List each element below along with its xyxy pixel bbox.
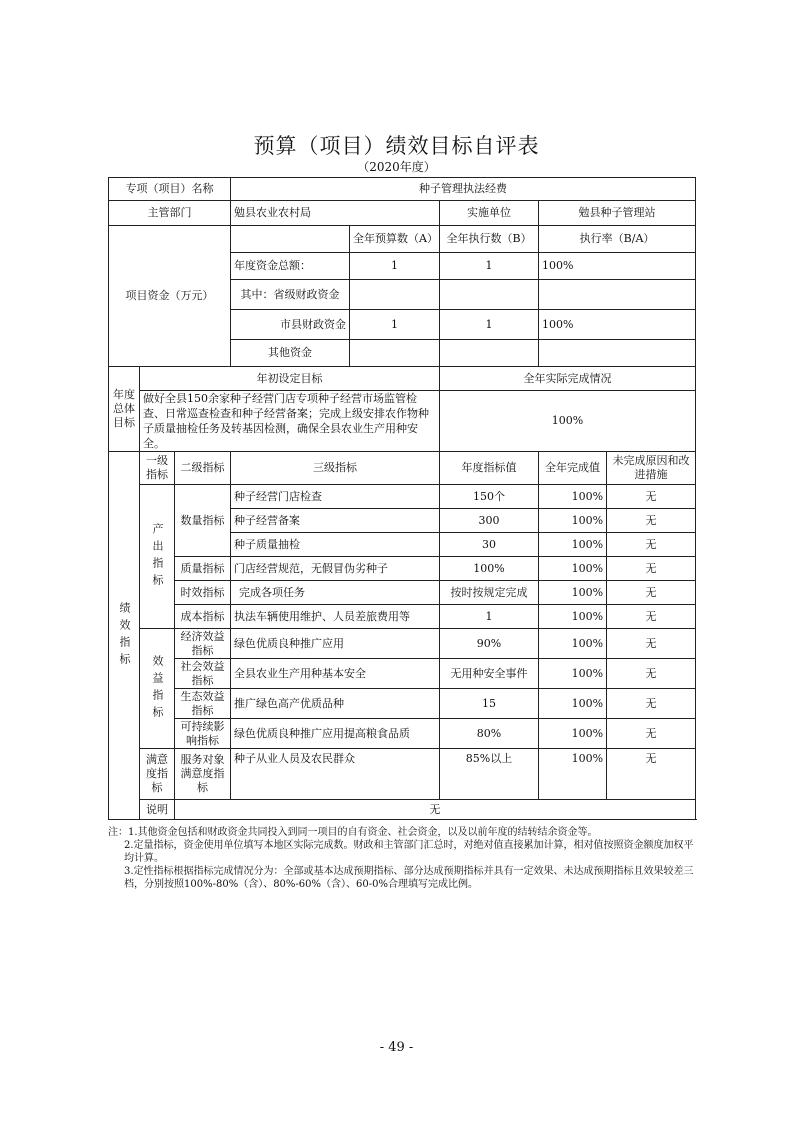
indicator-done: 100%	[539, 689, 607, 719]
indicator-done: 100%	[539, 659, 607, 689]
page-title: 预算（项目）绩效目标自评表	[253, 134, 540, 158]
footnotes	[108, 826, 698, 891]
funds-row-name: 市县财政资金	[231, 310, 350, 340]
indicator-done: 100%	[539, 749, 607, 800]
indicator-target: 100%	[440, 557, 539, 581]
indicator-reason: 无	[607, 533, 696, 557]
indicator-target: 30	[440, 533, 539, 557]
remark-value: 无	[175, 800, 696, 820]
indicator-reason: 无	[607, 509, 696, 533]
initial-goal-header: 年初设定目标	[140, 367, 440, 391]
funds-header-executed: 全年执行数（B）	[440, 226, 539, 253]
indicator-done: 100%	[539, 581, 607, 605]
indicator-name: 种子从业人员及农民群众	[231, 749, 440, 800]
header-reason: 未完成原因和改进措施	[607, 452, 696, 485]
funds-header-rate: 执行率（B/A）	[539, 226, 696, 253]
level2-ecological: 生态效益指标	[175, 689, 231, 719]
indicator-target: 15	[440, 689, 539, 719]
indicator-name: 执法车辆使用维护、人员差旅费用等	[231, 605, 440, 629]
funds-row-executed	[440, 280, 539, 310]
performance-indicators-label: 绩效指标	[109, 452, 140, 820]
indicator-reason: 无	[607, 485, 696, 509]
indicator-reason: 无	[607, 749, 696, 800]
indicator-target: 1	[440, 605, 539, 629]
actual-goal-text: 100%	[440, 391, 696, 452]
indicator-name: 绿色优质良种推广应用	[231, 629, 440, 659]
impl-unit-label: 实施单位	[440, 201, 539, 226]
remark-label: 说明	[140, 800, 175, 820]
level2-cost: 成本指标	[175, 605, 231, 629]
annual-goal-label: 年度总体目标	[109, 367, 140, 452]
project-name-value: 种子管理执法经费	[231, 178, 696, 201]
funds-row-executed: 1	[440, 310, 539, 340]
level2-sustainable: 可持续影响指标	[175, 719, 231, 749]
funds-row-budget	[350, 280, 440, 310]
actual-goal-header: 全年实际完成情况	[440, 367, 696, 391]
indicator-reason: 无	[607, 659, 696, 689]
funds-label: 项目资金（万元）	[109, 226, 231, 367]
level2-service-satisfaction: 服务对象满意度指标	[175, 749, 231, 800]
page-subtitle: （2020年度）	[357, 160, 436, 174]
funds-row-executed	[440, 340, 539, 367]
indicator-target: 300	[440, 509, 539, 533]
impl-unit-value: 勉县种子管理站	[539, 201, 696, 226]
header-level1: 一级指标	[140, 452, 175, 485]
funds-row-name: 其他资金	[231, 340, 350, 367]
level1-output: 产出指标	[140, 485, 175, 629]
indicator-name: 门店经营规范，无假冒伪劣种子	[231, 557, 440, 581]
funds-row-name: 年度资金总额：	[231, 253, 350, 280]
footnote-1: 注：1.其他资金包括和财政资金共同投入到同一项目的自有资金、社会资金，以及以前年度的结转结余资金等。	[108, 827, 598, 838]
header-done: 全年完成值	[539, 452, 607, 485]
funds-row-budget: 1	[350, 253, 440, 280]
level1-satisfaction: 满意度指标	[140, 749, 175, 800]
header-target: 年度指标值	[440, 452, 539, 485]
level2-economic: 经济效益指标	[175, 629, 231, 659]
funds-row-rate: 100%	[539, 310, 696, 340]
indicator-target: 按时按规定完成	[440, 581, 539, 605]
dept-label: 主管部门	[109, 201, 231, 226]
indicator-done: 100%	[539, 719, 607, 749]
indicator-target: 80%	[440, 719, 539, 749]
funds-header-blank	[231, 226, 350, 253]
funds-header-budget: 全年预算数（A）	[350, 226, 440, 253]
funds-row-name: 其中：省级财政资金	[231, 280, 350, 310]
initial-goal-text: 做好全县150余家种子经营门店专项种子经营市场监管检查、日常巡查检查和种子经营备案；完成上级安排农作物种子质量抽检任务及转基因检测，确保全县农业生产用种安全。	[140, 391, 440, 452]
indicator-name: 种子经营门店检查	[231, 485, 440, 509]
indicator-reason: 无	[607, 719, 696, 749]
evaluation-table	[108, 177, 696, 820]
indicator-target: 85%以上	[440, 749, 539, 800]
indicator-target: 无用种安全事件	[440, 659, 539, 689]
indicator-reason: 无	[607, 629, 696, 659]
indicator-reason: 无	[607, 557, 696, 581]
funds-row-rate	[539, 340, 696, 367]
indicator-target: 90%	[440, 629, 539, 659]
indicator-name: 全县农业生产用种基本安全	[231, 659, 440, 689]
indicator-name: 种子质量抽检	[231, 533, 440, 557]
dept-value: 勉县农业农村局	[231, 201, 440, 226]
header-level2: 二级指标	[175, 452, 231, 485]
indicator-done: 100%	[539, 485, 607, 509]
indicator-done: 100%	[539, 557, 607, 581]
indicator-done: 100%	[539, 509, 607, 533]
indicator-name: 种子经营备案	[231, 509, 440, 533]
level2-quality: 质量指标	[175, 557, 231, 581]
header-level3: 三级指标	[231, 452, 440, 485]
indicator-name: 完成各项任务	[231, 581, 440, 605]
indicator-name: 推广绿色高产优质品种	[231, 689, 440, 719]
indicator-done: 100%	[539, 629, 607, 659]
level2-social: 社会效益指标	[175, 659, 231, 689]
indicator-target: 150个	[440, 485, 539, 509]
level2-timeliness: 时效指标	[175, 581, 231, 605]
funds-row-executed: 1	[440, 253, 539, 280]
indicator-reason: 无	[607, 605, 696, 629]
footnote-3: 3.定性指标根据指标完成情况分为：全部或基本达成预期指标、部分达成预期指标并具有一定效果、未达成预期指标且效果较差三档，分别按照100%-80%（含）、80%-60%（含）、60-0%合理填写完成比例。	[124, 866, 694, 890]
funds-row-rate: 100%	[539, 253, 696, 280]
funds-row-budget	[350, 340, 440, 367]
indicator-done: 100%	[539, 533, 607, 557]
indicator-done: 100%	[539, 605, 607, 629]
level2-quantity: 数量指标	[175, 485, 231, 557]
indicator-name: 绿色优质良种推广应用提高粮食品质	[231, 719, 440, 749]
indicator-reason: 无	[607, 689, 696, 719]
footnote-2: 2.定量指标，资金使用单位填写本地区实际完成数。财政和主管部门汇总时，对绝对值直接累加计算，相对值按照资金额度加权平均计算。	[124, 840, 694, 864]
project-name-label: 专项（项目）名称	[109, 178, 231, 201]
indicator-reason: 无	[607, 581, 696, 605]
level1-benefit: 效益指标	[140, 629, 175, 749]
funds-row-rate	[539, 280, 696, 310]
page-number: - 49 -	[379, 1040, 414, 1055]
funds-row-budget: 1	[350, 310, 440, 340]
